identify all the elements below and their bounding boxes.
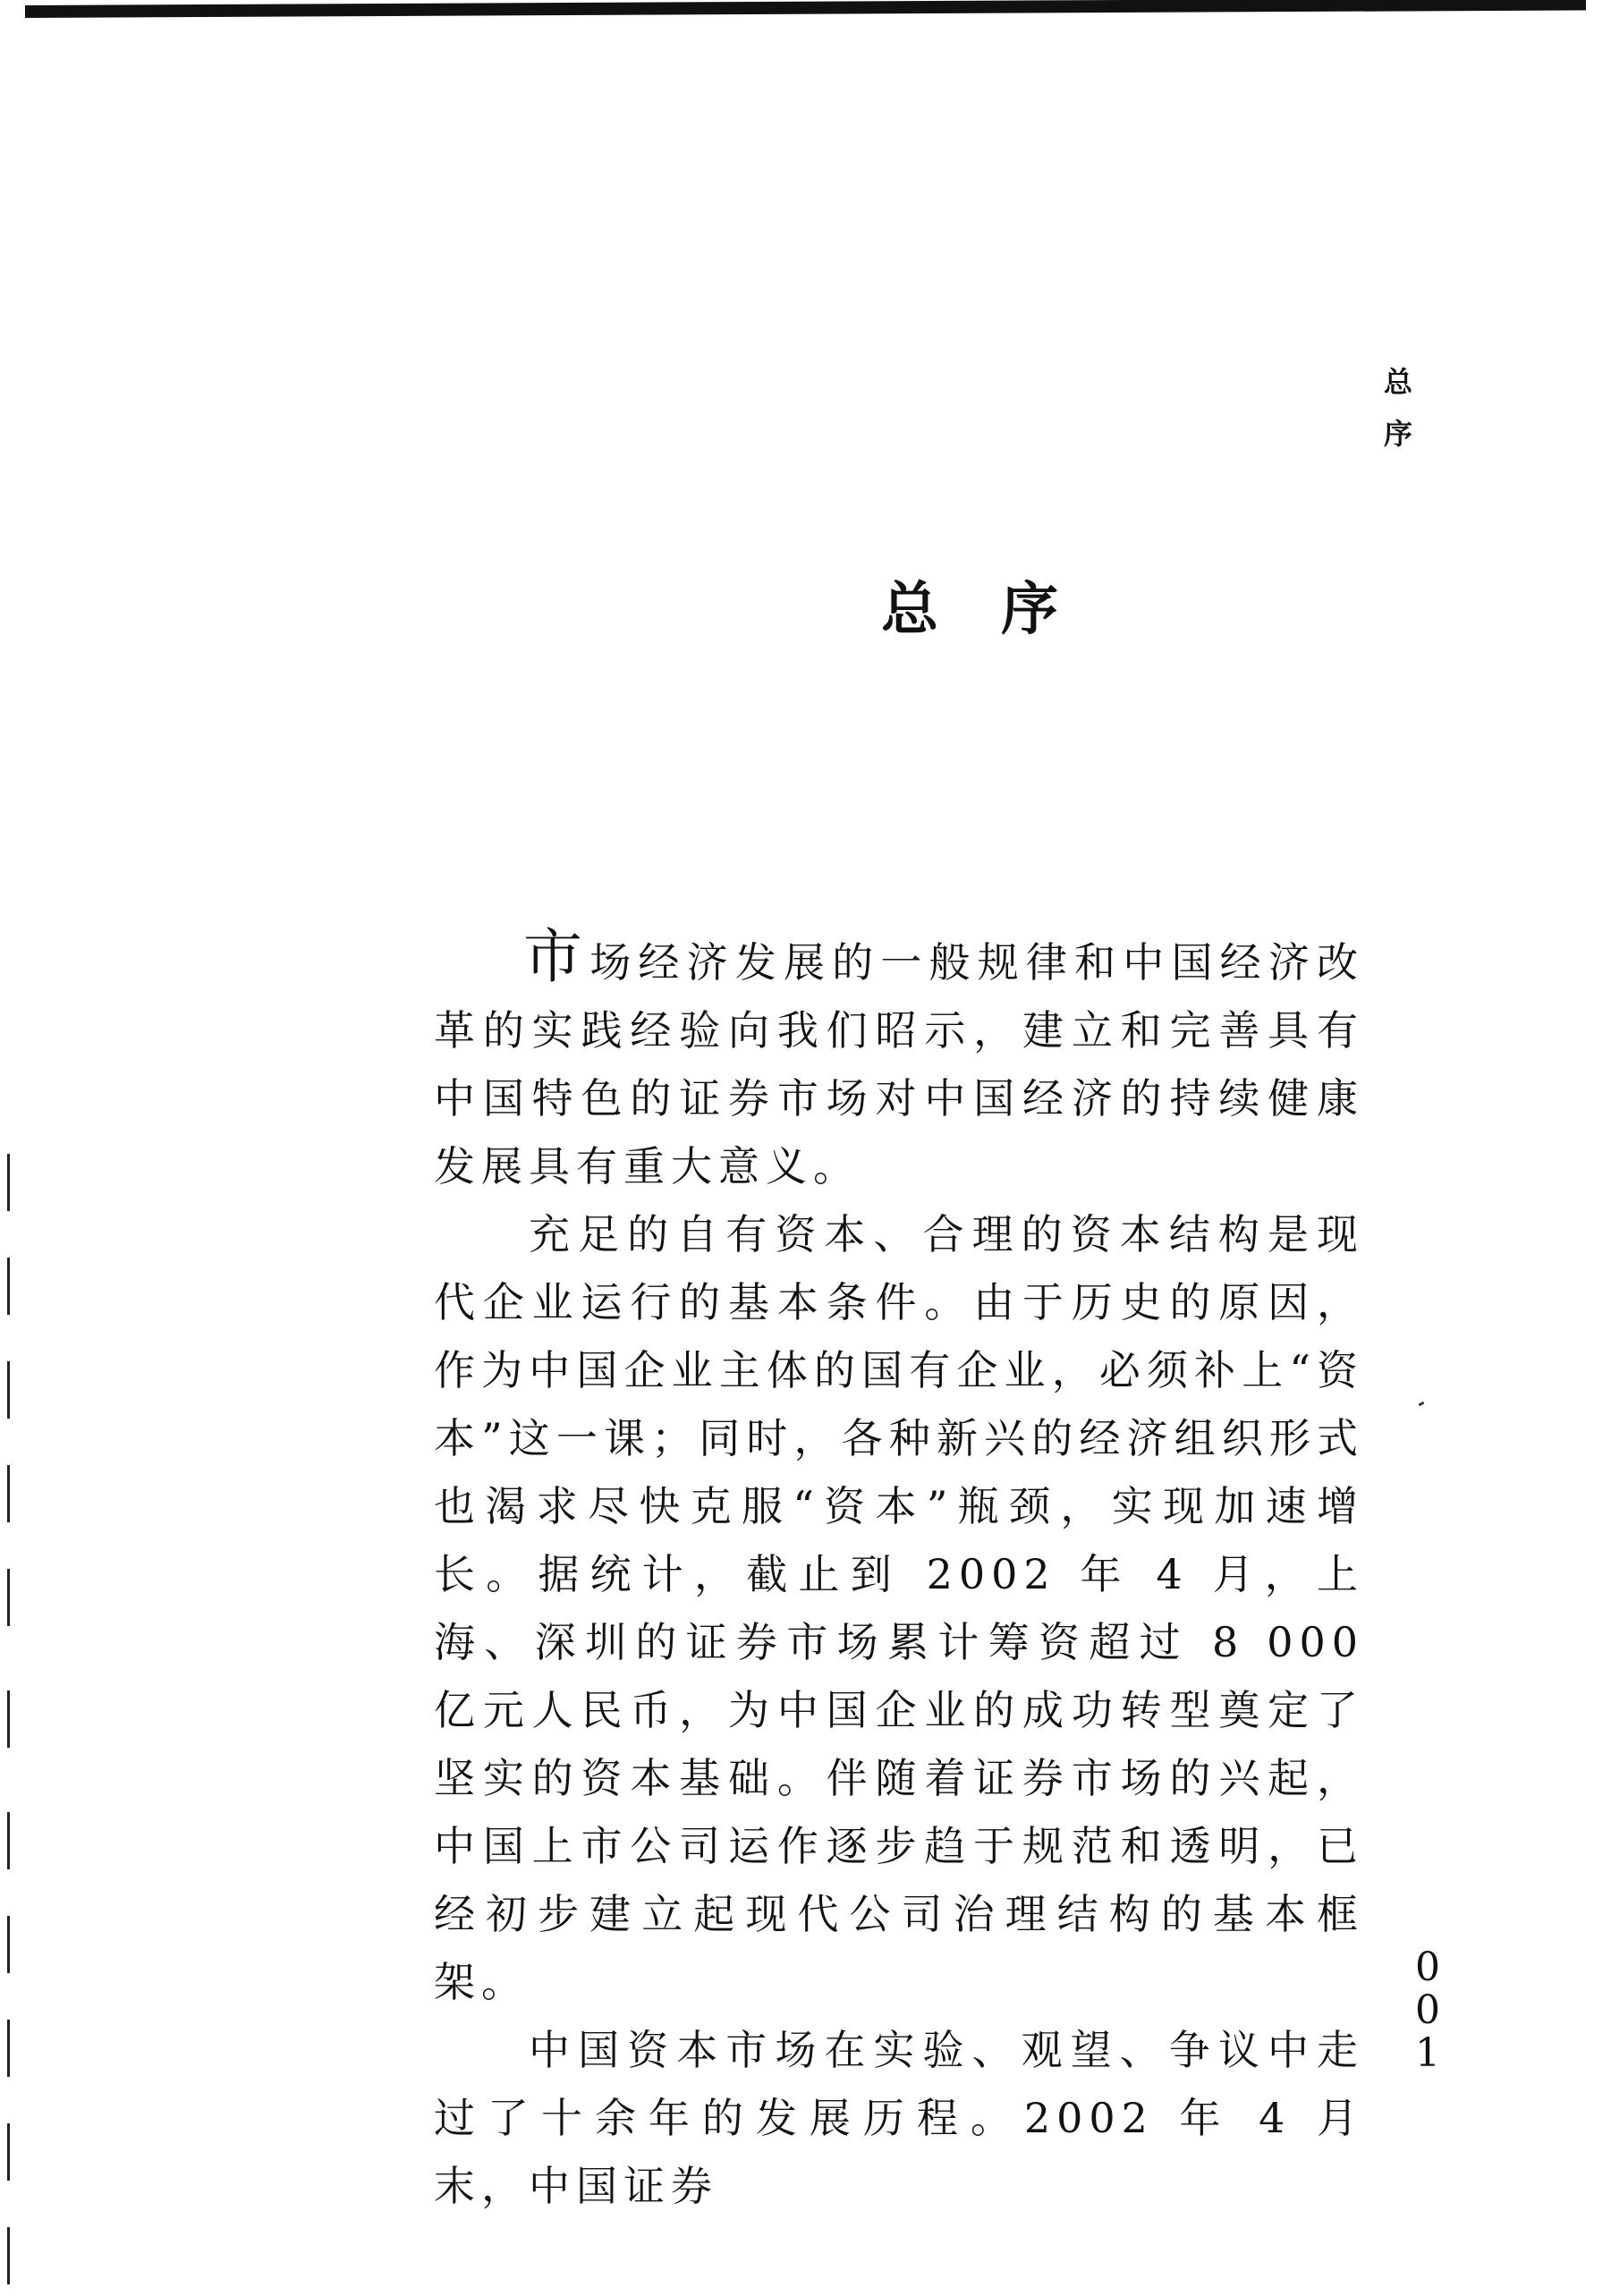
margin-tick [7,2227,10,2284]
margin-tick [7,1465,10,1522]
margin-tick [7,1690,10,1748]
margin-tick [7,1812,10,1869]
margin-tick [7,1361,10,1419]
margin-tick [7,1569,10,1626]
margin-tick [7,1916,10,1973]
chapter-title: 总序 [881,577,1121,643]
body-text [434,922,1364,2220]
running-head: 总序 [1379,367,1413,470]
paragraph-1-text: 场经济发展的一般规律和中国经济改革的实践经验向我们昭示，建立和完善具有中国特色的证券市场对中国经济的持续健康发展具有重大意义。 [434,938,1364,1190]
margin-tick [7,2020,10,2077]
margin-tick [7,2123,10,2181]
drop-cap: 市 [523,922,590,991]
margin-tick [7,1154,10,1211]
scan-speck [1419,1402,1425,1407]
paragraph-2: 充足的自有资本、合理的资本结构是现代企业运行的基本条件。由于历史的原因，作为中国企业主体的国有企业，必须补上“资本”这一课；同时，各种新兴的经济组织形式也渴求尽快克服“资本”瓶颈，实现加速增长。据统计，截止到 2002 年 4 月，上海、深圳的证券市场累计筹资超过 8 000 亿元人民币，为中国企业的成功转型奠定了坚实的资本基础。伴随着证券市场的兴起，中国上市公司运作逐步趋于规范和透明，已经初步建立起现代公司治理结构的基本框架。 [434,1210,1364,2006]
margin-tick [7,1258,10,1315]
binding-margin-marks [7,1154,13,2296]
paragraph-3: 中国资本市场在实验、观望、争议中走过了十余年的发展历程。2002 年 4 月末，中国证券 [434,2026,1364,2210]
page-number: 001 [1415,1944,1440,2076]
top-rule [25,0,1586,18]
paragraph-1 [434,922,1364,1200]
